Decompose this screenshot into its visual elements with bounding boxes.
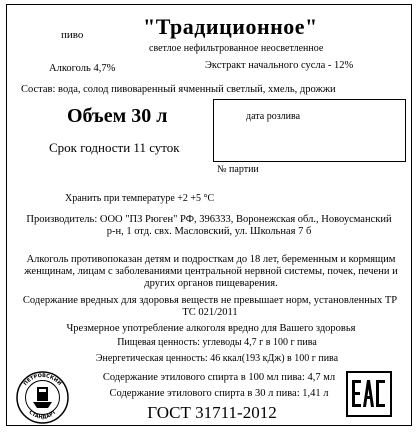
svg-text:ПЕТРОВСКИЙ: ПЕТРОВСКИЙ xyxy=(22,372,63,387)
volume: Объем 30 л xyxy=(67,105,168,127)
product-type: пиво xyxy=(61,29,84,41)
svg-text:СТАНДАРТ: СТАНДАРТ xyxy=(27,409,58,421)
food-value: Пищевая ценность: углеводы 4,7 г в 100 г пива xyxy=(117,337,317,348)
composition: Состав: вода, солод пивоваренный ячменный светлый, хмель, дрожжи xyxy=(21,84,336,95)
batch-number-label: № партии xyxy=(217,164,259,175)
alcohol-content: Алкоголь 4,7% xyxy=(49,63,116,74)
health-warning: Алкоголь противопоказан детям и подросткам до 18 лет, беременным и кормящим женщинам, лицам с заболеваниями центральной нервной системы, почек, печени и других органов пищеварения. xyxy=(24,254,398,289)
petrovsky-standard-seal-icon xyxy=(15,370,70,425)
storage-conditions: Хранить при температуре +2 +5 °С xyxy=(65,193,215,204)
wort-extract: Экстракт начального сусла - 12% xyxy=(205,60,354,71)
ethanol-per-30l: Содержание этилового спирта в 30 л пива: 1,41 л xyxy=(109,388,329,399)
brand-name: "Традиционное" xyxy=(143,14,318,39)
bottling-date-box xyxy=(213,99,406,162)
producer-info: Производитель: ООО "ПЗ Рюген" РФ, 396333, Воронежская обл., Новоусманский р-н, 1 отд. свх. Масловский, ул. Школьная 7 б xyxy=(26,214,392,237)
harmful-substances-note: Содержание вредных для здоровья веществ не превышает норм, установленных ТР ТС 021/2011 xyxy=(22,295,398,318)
bottling-date-label: дата розлива xyxy=(246,111,301,122)
excess-warning: Чрезмерное употребление алкоголя вредно для Вашего здоровья xyxy=(66,323,356,334)
energy-value: Энергетическая ценность: 46 ккал(193 кДж) в 100 г пива xyxy=(95,353,339,364)
shelf-life: Срок годности 11 суток xyxy=(49,140,180,155)
beer-label xyxy=(6,4,412,426)
ethanol-per-100ml: Содержание этилового спирта в 100 мл пива: 4,7 мл xyxy=(102,372,336,383)
gost-standard: ГОСТ 31711-2012 xyxy=(147,403,277,422)
eac-mark-icon xyxy=(346,371,392,417)
product-subtitle: светлое нефильтрованное неосветленное xyxy=(149,43,324,54)
